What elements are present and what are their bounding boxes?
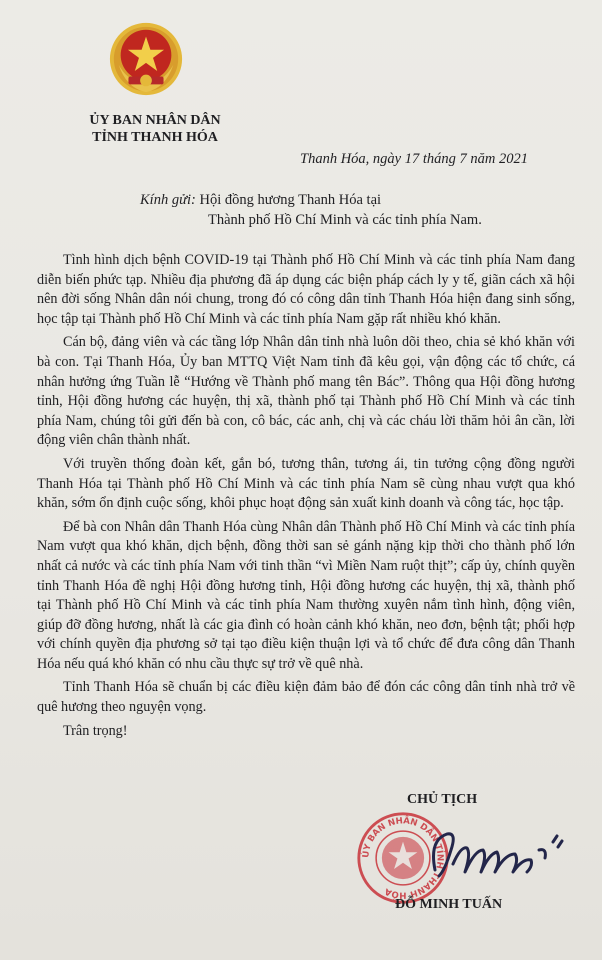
signer-name: ĐỖ MINH TUẤN <box>395 897 503 912</box>
organization-line-2: TỈNH THANH HÓA <box>92 130 218 145</box>
national-emblem-icon <box>107 20 185 98</box>
signer-title: CHỦ TỊCH <box>407 792 478 807</box>
signature-block <box>355 790 595 940</box>
seal-ring-text: ỦY BAN NHÂN DÂN TỈNH THANH HÓA <box>361 816 445 900</box>
handwritten-signature <box>427 820 577 890</box>
paragraph-5: Tỉnh Thanh Hóa sẽ chuẩn bị các điều kiện đảm bảo để đón các công dân tỉnh nhà trở về quê hương theo nguyện vọng. <box>37 679 575 716</box>
paragraph-2: Cán bộ, đảng viên và các tầng lớp Nhân dân tỉnh nhà luôn dõi theo, chia sẻ khó khăn với bà con. Tại Thanh Hóa, Ủy ban MTTQ Việt Nam tỉnh đã kêu gọi, vận động các tổ chức, cá nhân hưởng ứng Tuần lễ “Hướng về Thành phố mang tên Bác”. Thông qua Hội đồng hương tỉnh, Hội đồng hương các huyện, thị xã, thành phố tại Thành phố Hồ Chí Minh và các tỉnh phía Nam, chúng tôi gửi đến bà con, cô bác, các anh, chị và các cháu lời thăm hỏi ân cần, lời động viên chân thành nhất. <box>37 334 575 449</box>
organization-line-1: ỦY BAN NHÂN DÂN <box>89 113 221 128</box>
closing: Trân trọng! <box>63 722 128 739</box>
issuing-organization <box>70 112 240 146</box>
paragraph-3: Với truyền thống đoàn kết, gắn bó, tương thân, tương ái, tin tưởng cộng đồng người Thanh Hóa tại Thành phố Hồ Chí Minh và các tỉnh phía Nam sẽ cùng nhau vượt qua khó khăn, sớm ổn định cuộc sống, khôi phục hoạt động sản xuất kinh doanh và công tác, học tập. <box>37 455 575 512</box>
letter-date: Thanh Hóa, ngày 17 tháng 7 năm 2021 <box>300 151 528 167</box>
greeting <box>140 190 482 230</box>
greeting-label: Kính gửi: <box>140 192 196 208</box>
paragraph-4: Để bà con Nhân dân Thanh Hóa cùng Nhân dân Thành phố Hồ Chí Minh và các tỉnh phía Nam vượt qua khó khăn, dịch bệnh, đồng thời san sẻ gánh nặng kịp thời cho thành phố lớn nhất cả nước và các tỉnh phía Nam với tinh thần “vì Miền Nam ruột thịt”; cấp ủy, chính quyền tỉnh Thanh Hóa đề nghị Hội đồng hương tỉnh, Hội đồng hương các huyện, thị xã, thành phố tại Thành phố Hồ Chí Minh và các tỉnh phía Nam thường xuyên nắm tình hình, động viên, giúp đỡ đồng hương, nhất là các gia đình có hoàn cảnh khó khăn, neo đơn, bệnh tật; phối hợp với chính quyền địa phương sở tại tạo điều kiện thuận lợi và tổ chức để đưa công dân Thanh Hóa nếu quá khó khăn có nhu cầu thực sự trở về quê nhà. <box>37 518 575 672</box>
greeting-line-1: Hội đồng hương Thanh Hóa tại <box>195 192 382 208</box>
paragraph-1: Tình hình dịch bệnh COVID-19 tại Thành phố Hồ Chí Minh và các tỉnh phía Nam đang diễn biến phức tạp. Nhiều địa phương đã áp dụng các biện pháp cách ly y tế, giãn cách xã hội nên đời sống Nhân dân nói chung, trong đó có công dân tỉnh Thanh Hóa hiện đang sinh sống, học tập tại Thành phố Hồ Chí Minh và các tỉnh phía Nam gặp rất nhiều khó khăn. <box>37 252 575 327</box>
letter-body <box>37 251 575 745</box>
greeting-line-2: Thành phố Hồ Chí Minh và các tỉnh phía Nam. <box>208 212 482 228</box>
